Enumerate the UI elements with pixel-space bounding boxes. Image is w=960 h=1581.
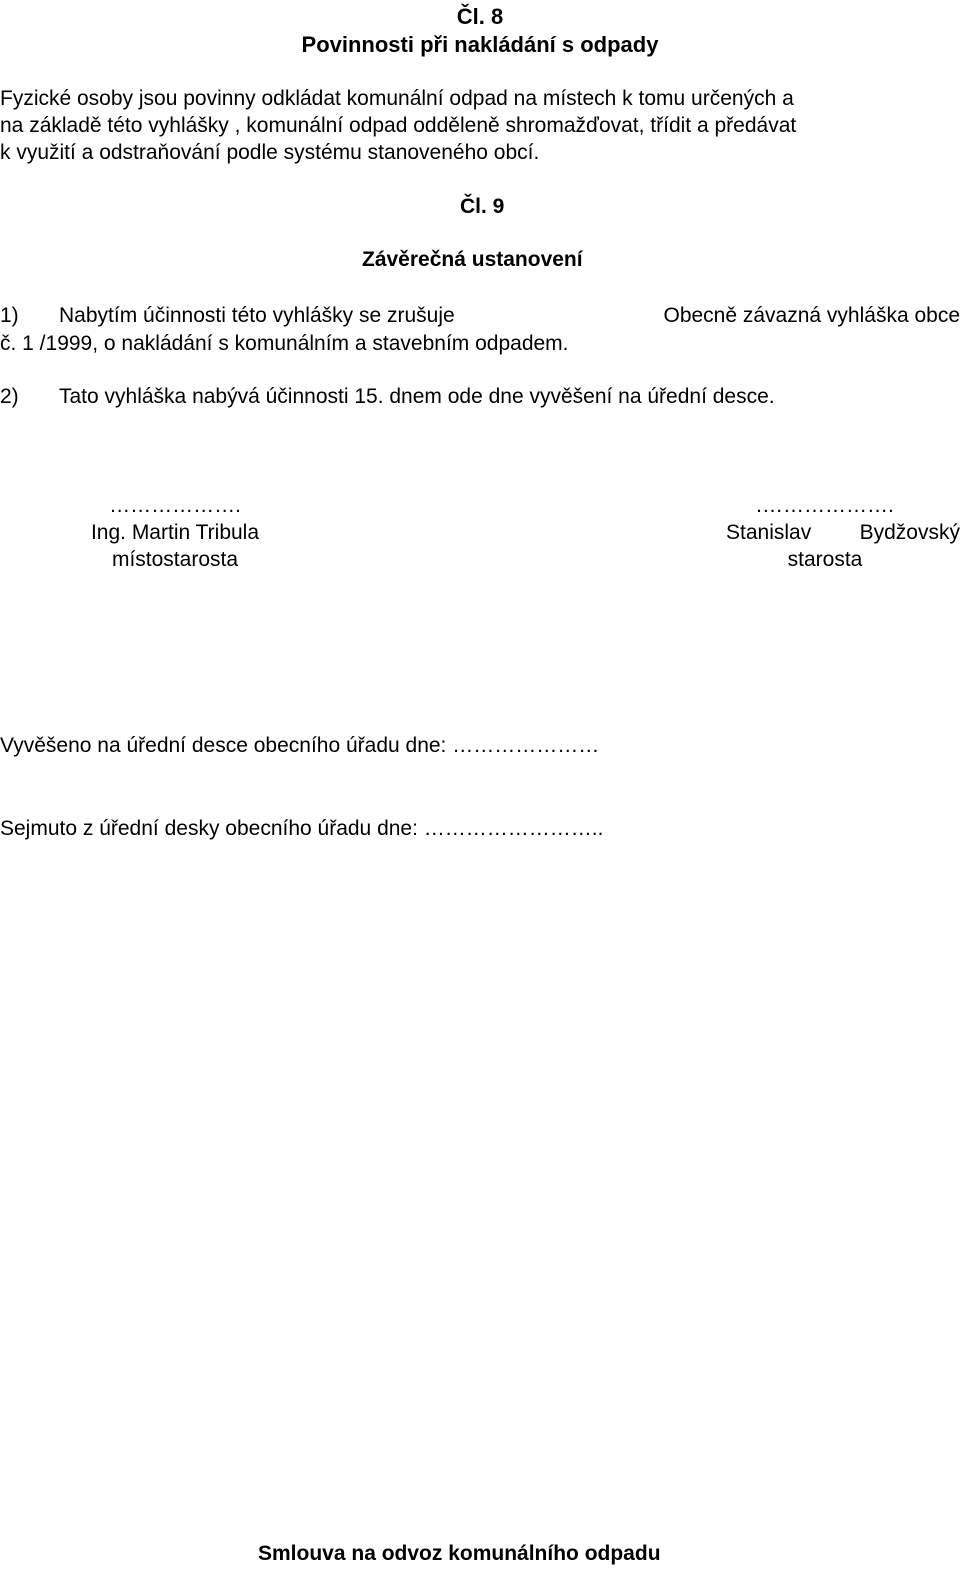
signatory-first-name: Stanislav (726, 521, 812, 544)
removed-date-line: Sejmuto z úřední desky obecního úřadu dne: …………………….. (0, 817, 604, 840)
article-8-title: Povinnosti při nakládání s odpady (301, 32, 659, 57)
item-1-line-2: č. 1 /1999, o nakládání s komunálním a stavebním odpadem. (0, 332, 569, 355)
item-1-number: 1) (0, 304, 19, 327)
item-2-number: 2) (0, 385, 19, 408)
item-1-text-left: Nabytím účinnosti této vyhlášky se zrušuje (59, 304, 455, 327)
signatory-name (690, 519, 960, 546)
posted-date-line: Vyvěšeno na úřední desce obecního úřadu dne: ………………… (0, 734, 600, 757)
signature-dots: ………………. (109, 494, 241, 517)
signatory-last-name: Bydžovský (859, 521, 960, 544)
signature-block-left (40, 492, 310, 573)
article-8-text-line: na základě této vyhlášky , komunální odpad odděleně shromažďovat, třídit a předávat (0, 114, 797, 137)
signatory-role: místostarosta (111, 548, 239, 571)
signatory-name: Ing. Martin Tribula (90, 521, 260, 544)
article-8-number: Čl. 8 (456, 4, 504, 29)
article-8-text-line: k využití a odstraňování podle systému stanoveného obcí. (0, 141, 540, 164)
item-2-text: Tato vyhláška nabývá účinnosti 15. dnem ode dne vyvěšení na úřední desce. (59, 385, 775, 408)
next-section-title: Smlouva na odvoz komunálního odpadu (258, 1542, 661, 1565)
signature-dots: .………………. (756, 494, 894, 517)
article-8-text-line: Fyzické osoby jsou povinny odkládat komunální odpad na místech k tomu určených a (0, 87, 794, 110)
article-9-number: Čl. 9 (460, 195, 505, 218)
signature-block-right (690, 492, 960, 573)
item-1-text-right: Obecně závazná vyhláška obce (663, 304, 960, 327)
signatory-role: starosta (787, 548, 863, 571)
item-1-line-1 (59, 304, 960, 328)
article-9-title: Závěrečná ustanovení (362, 248, 583, 271)
